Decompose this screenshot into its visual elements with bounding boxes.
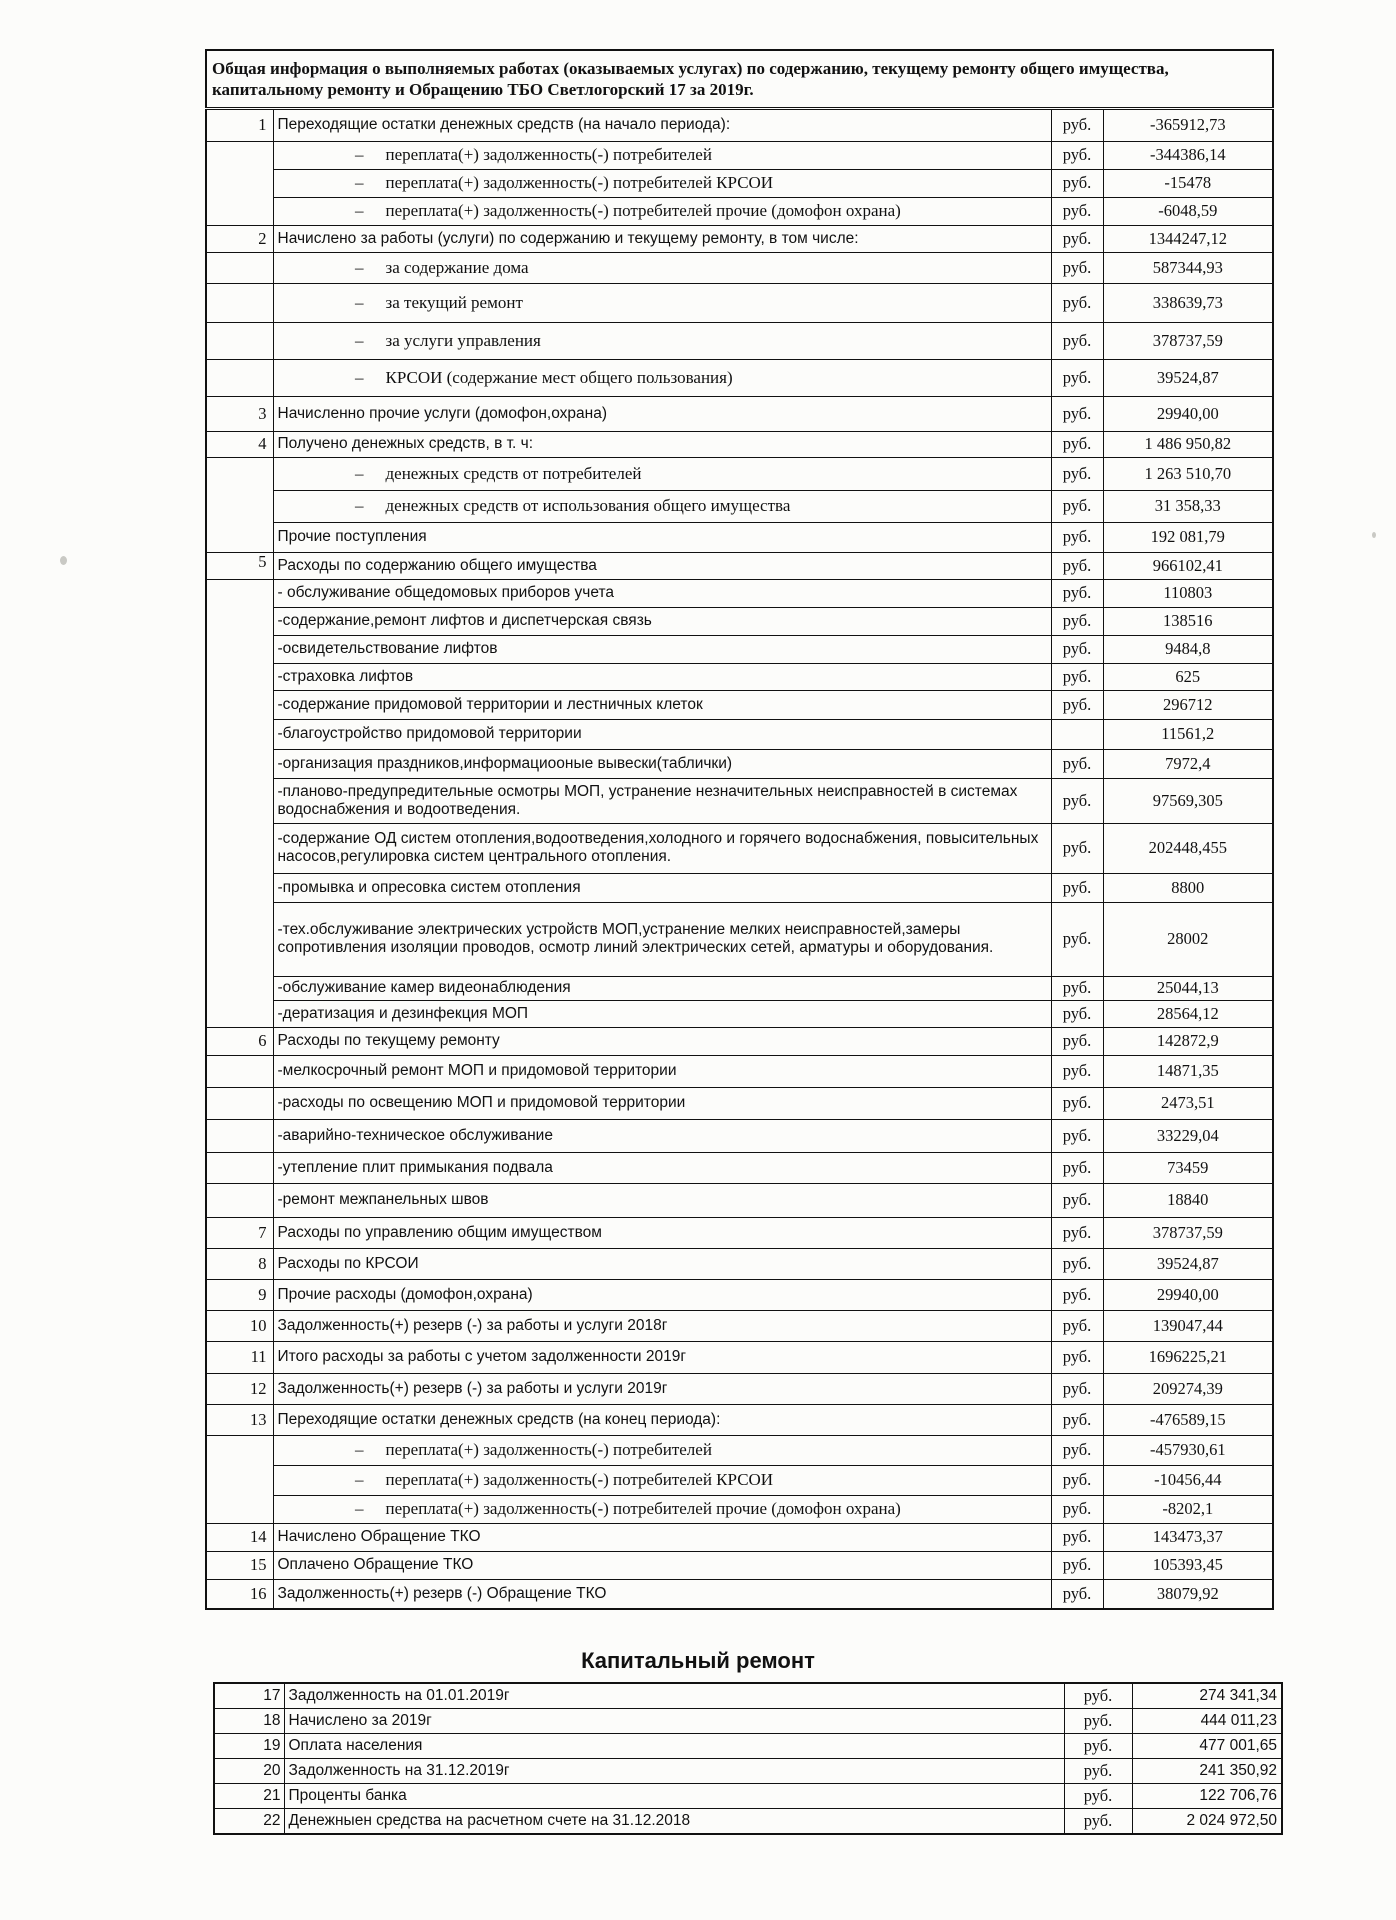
value-cell: 110803 — [1103, 579, 1273, 607]
value-cell: 1696225,21 — [1103, 1341, 1273, 1373]
unit-cell: руб. — [1051, 873, 1103, 902]
row-label: -содержание придомовой территории и лестничных клеток — [273, 690, 1051, 719]
value-cell: -6048,59 — [1103, 197, 1273, 225]
unit-cell: руб. — [1051, 690, 1103, 719]
unit-cell: руб. — [1051, 1183, 1103, 1217]
row-label: Начислено за работы (услуги) по содержанию и текущему ремонту, в том числе: — [273, 225, 1051, 252]
unit-cell: руб. — [1051, 1465, 1103, 1495]
unit-cell: руб. — [1051, 283, 1103, 322]
scan-speck — [1372, 532, 1376, 538]
unit-cell: руб. — [1051, 902, 1103, 976]
unit-cell: руб. — [1051, 1087, 1103, 1119]
unit-cell: руб. — [1051, 1373, 1103, 1404]
sub-row-text: за содержание дома — [385, 257, 529, 277]
row-label: -содержание,ремонт лифтов и диспетчерская связь — [273, 607, 1051, 635]
value-cell: 8800 — [1103, 873, 1273, 902]
row-label: Задолженность на 31.12.2019г — [284, 1759, 1064, 1784]
unit-cell: руб. — [1051, 457, 1103, 490]
value-cell: 378737,59 — [1103, 1217, 1273, 1248]
value-cell: 202448,455 — [1103, 823, 1273, 873]
unit-cell: руб. — [1051, 1027, 1103, 1055]
unit-cell: руб. — [1064, 1709, 1132, 1734]
value-cell: 122 706,76 — [1132, 1784, 1282, 1809]
value-cell: -10456,44 — [1103, 1465, 1273, 1495]
row-label: -обслуживание камер видеонаблюдения — [273, 976, 1051, 1000]
row-number: 10 — [206, 1310, 273, 1341]
sub-row-label — [273, 359, 1051, 396]
unit-cell: руб. — [1051, 579, 1103, 607]
row-label: -организация праздников,информациооные вывески(таблички) — [273, 749, 1051, 778]
unit-cell: руб. — [1064, 1683, 1132, 1709]
sub-row-label — [273, 141, 1051, 169]
value-cell: 477 001,65 — [1132, 1734, 1282, 1759]
value-cell: 444 011,23 — [1132, 1709, 1282, 1734]
row-number: 11 — [206, 1341, 273, 1373]
value-cell: 209274,39 — [1103, 1373, 1273, 1404]
row-label: -освидетельствование лифтов — [273, 635, 1051, 663]
unit-cell: руб. — [1051, 225, 1103, 252]
sub-row-text: КРСОИ (содержание мест общего пользования) — [385, 367, 733, 387]
value-cell: 139047,44 — [1103, 1310, 1273, 1341]
value-cell: 192 081,79 — [1103, 522, 1273, 552]
unit-cell: руб. — [1064, 1809, 1132, 1835]
value-cell: 1 263 510,70 — [1103, 457, 1273, 490]
row-number: 8 — [206, 1248, 273, 1279]
row-label: Переходящие остатки денежных средств (на начало периода): — [273, 108, 1051, 141]
unit-cell: руб. — [1051, 635, 1103, 663]
empty-number-cell — [206, 1435, 273, 1523]
capital-repair-row — [214, 1784, 1282, 1809]
row-number: 7 — [206, 1217, 273, 1248]
dash-marker: – — [355, 173, 364, 192]
row-label: -мелкосрочный ремонт МОП и придомовой территории — [273, 1055, 1051, 1087]
empty-number-cell — [206, 1152, 273, 1183]
row-label: Денежныен средства на расчетном счете на 31.12.2018 — [284, 1809, 1064, 1835]
row-label: Итого расходы за работы с учетом задолженности 2019г — [273, 1341, 1051, 1373]
unit-cell: руб. — [1051, 1310, 1103, 1341]
row-label: Задолженность(+) резерв (-) за работы и услуги 2019г — [273, 1373, 1051, 1404]
row-label: Переходящие остатки денежных средств (на конец периода): — [273, 1404, 1051, 1435]
value-cell: 14871,35 — [1103, 1055, 1273, 1087]
row-label: -расходы по освещению МОП и придомовой территории — [273, 1087, 1051, 1119]
unit-cell: руб. — [1051, 1119, 1103, 1152]
empty-number-cell — [206, 579, 273, 1027]
unit-cell: руб. — [1051, 396, 1103, 431]
dash-marker: – — [355, 145, 364, 164]
unit-cell: руб. — [1051, 552, 1103, 579]
value-cell: 25044,13 — [1103, 976, 1273, 1000]
row-number: 19 — [214, 1734, 284, 1759]
empty-number-cell — [206, 1119, 273, 1152]
value-cell: 241 350,92 — [1132, 1759, 1282, 1784]
unit-cell: руб. — [1051, 1248, 1103, 1279]
value-cell: 11561,2 — [1103, 719, 1273, 749]
capital-repair-row — [214, 1683, 1282, 1709]
unit-cell: руб. — [1051, 778, 1103, 823]
row-label: -благоустройство придомовой территории — [273, 719, 1051, 749]
sub-row-label — [273, 490, 1051, 522]
value-cell: 29940,00 — [1103, 396, 1273, 431]
value-cell: -344386,14 — [1103, 141, 1273, 169]
value-cell: 625 — [1103, 663, 1273, 690]
row-label: -промывка и опресовка систем отопления — [273, 873, 1051, 902]
row-label: Проценты банка — [284, 1784, 1064, 1809]
sub-row-text: денежных средств от потребителей — [385, 463, 642, 483]
sub-row-text: переплата(+) задолженность(-) потребителей КРСОИ — [385, 1470, 774, 1489]
empty-number-cell — [206, 457, 273, 552]
row-number: 6 — [206, 1027, 273, 1055]
unit-cell: руб. — [1064, 1784, 1132, 1809]
sub-row-label — [273, 1495, 1051, 1523]
row-label: - обслуживание общедомовых приборов учета — [273, 579, 1051, 607]
row-number: 2 — [206, 225, 273, 252]
unit-cell: руб. — [1051, 322, 1103, 359]
row-label: -тех.обслуживание электрических устройств МОП,устранение мелких неисправностей,замеры сопротивления изоляции проводов, осмотр линий электрических сетей, арматуры и оборудования. — [273, 902, 1051, 976]
unit-cell: руб. — [1051, 522, 1103, 552]
row-label: Оплачено Обращение ТКО — [273, 1551, 1051, 1579]
value-cell: 378737,59 — [1103, 322, 1273, 359]
row-number: 16 — [206, 1579, 273, 1609]
empty-number-cell — [206, 1087, 273, 1119]
row-number: 9 — [206, 1279, 273, 1310]
row-label: Начислено за 2019г — [284, 1709, 1064, 1734]
dash-marker: – — [355, 257, 364, 277]
unit-cell: руб. — [1051, 749, 1103, 778]
unit-cell: руб. — [1051, 1279, 1103, 1310]
sub-row-label — [273, 252, 1051, 283]
value-cell: 2 024 972,50 — [1132, 1809, 1282, 1835]
value-cell: 39524,87 — [1103, 359, 1273, 396]
row-label: Расходы по КРСОИ — [273, 1248, 1051, 1279]
unit-cell: руб. — [1051, 1404, 1103, 1435]
report-title: Общая информация о выполняемых работах (оказываемых услугах) по содержанию, текущему ремонту общего имущества, капитальному ремонту и Обращению ТБО Светлогорский 17 за 2019г. — [206, 50, 1273, 108]
row-number: 5 — [206, 552, 273, 579]
value-cell: 28564,12 — [1103, 1000, 1273, 1027]
value-cell: 28002 — [1103, 902, 1273, 976]
unit-cell: руб. — [1051, 823, 1103, 873]
unit-cell: руб. — [1051, 141, 1103, 169]
row-label: Прочие расходы (домофон,охрана) — [273, 1279, 1051, 1310]
unit-cell: руб. — [1051, 1217, 1103, 1248]
empty-number-cell — [206, 141, 273, 225]
row-label: -аварийно-техническое обслуживание — [273, 1119, 1051, 1152]
unit-cell: руб. — [1064, 1734, 1132, 1759]
value-cell: 7972,4 — [1103, 749, 1273, 778]
row-label: Прочие поступления — [273, 522, 1051, 552]
sub-row-label — [273, 457, 1051, 490]
row-number: 4 — [206, 431, 273, 457]
row-label: Получено денежных средств, в т. ч: — [273, 431, 1051, 457]
unit-cell: руб. — [1051, 1055, 1103, 1087]
sub-row-label — [273, 169, 1051, 197]
value-cell: 142872,9 — [1103, 1027, 1273, 1055]
unit-cell: руб. — [1051, 169, 1103, 197]
sub-row-label — [273, 322, 1051, 359]
value-cell: 29940,00 — [1103, 1279, 1273, 1310]
scan-speck — [60, 556, 67, 565]
unit-cell: руб. — [1051, 108, 1103, 141]
value-cell: 138516 — [1103, 607, 1273, 635]
row-label: -страховка лифтов — [273, 663, 1051, 690]
unit-cell: руб. — [1051, 1000, 1103, 1027]
value-cell: 31 358,33 — [1103, 490, 1273, 522]
capital-repair-row — [214, 1709, 1282, 1734]
capital-repair-row — [214, 1809, 1282, 1835]
value-cell: -457930,61 — [1103, 1435, 1273, 1465]
empty-number-cell — [206, 252, 273, 283]
row-number: 13 — [206, 1404, 273, 1435]
value-cell: 9484,8 — [1103, 635, 1273, 663]
value-cell: 18840 — [1103, 1183, 1273, 1217]
value-cell: 33229,04 — [1103, 1119, 1273, 1152]
dash-marker: – — [355, 1499, 364, 1518]
row-number: 20 — [214, 1759, 284, 1784]
value-cell: 338639,73 — [1103, 283, 1273, 322]
unit-cell: руб. — [1051, 1435, 1103, 1465]
unit-cell: руб. — [1051, 252, 1103, 283]
dash-marker: – — [355, 292, 364, 312]
row-label: -дератизация и дезинфекция МОП — [273, 1000, 1051, 1027]
value-cell: 39524,87 — [1103, 1248, 1273, 1279]
unit-cell: руб. — [1051, 663, 1103, 690]
row-number: 22 — [214, 1809, 284, 1835]
unit-cell: руб. — [1051, 1551, 1103, 1579]
row-label: Задолженность(+) резерв (-) Обращение ТКО — [273, 1579, 1051, 1609]
unit-cell: руб. — [1051, 431, 1103, 457]
unit-cell: руб. — [1051, 1523, 1103, 1551]
row-label: Задолженность(+) резерв (-) за работы и услуги 2018г — [273, 1310, 1051, 1341]
empty-number-cell — [206, 1055, 273, 1087]
value-cell: 73459 — [1103, 1152, 1273, 1183]
value-cell: 38079,92 — [1103, 1579, 1273, 1609]
sub-row-text: за текущий ремонт — [385, 292, 523, 312]
sub-row-label — [273, 1465, 1051, 1495]
value-cell: 2473,51 — [1103, 1087, 1273, 1119]
value-cell: 296712 — [1103, 690, 1273, 719]
value-cell: -365912,73 — [1103, 108, 1273, 141]
unit-cell: руб. — [1051, 607, 1103, 635]
unit-cell: руб. — [1051, 1495, 1103, 1523]
unit-cell: руб. — [1051, 359, 1103, 396]
value-cell: 1344247,12 — [1103, 225, 1273, 252]
row-label: Расходы по управлению общим имуществом — [273, 1217, 1051, 1248]
value-cell: 587344,93 — [1103, 252, 1273, 283]
unit-cell: руб. — [1051, 1152, 1103, 1183]
capital-repair-table — [213, 1682, 1283, 1835]
row-label: -планово-предупредительные осмотры МОП, устранение незначительных неисправностей в системах водоснабжения и водоотведения. — [273, 778, 1051, 823]
dash-marker: – — [355, 463, 364, 483]
sub-row-text: переплата(+) задолженность(-) потребителей КРСОИ — [385, 173, 774, 192]
sub-row-label — [273, 197, 1051, 225]
unit-cell: руб. — [1051, 197, 1103, 225]
row-number: 15 — [206, 1551, 273, 1579]
unit-cell: руб. — [1051, 1341, 1103, 1373]
row-number: 1 — [206, 108, 273, 141]
sub-row-label — [273, 1435, 1051, 1465]
row-number: 14 — [206, 1523, 273, 1551]
sub-row-text: переплата(+) задолженность(-) потребителей — [385, 145, 712, 164]
dash-marker: – — [355, 330, 364, 350]
value-cell: 143473,37 — [1103, 1523, 1273, 1551]
unit-cell: руб. — [1051, 490, 1103, 522]
row-number: 17 — [214, 1683, 284, 1709]
value-cell: 97569,305 — [1103, 778, 1273, 823]
empty-number-cell — [206, 322, 273, 359]
sub-row-text: переплата(+) задолженность(-) потребителей — [385, 1440, 712, 1459]
sub-row-text: переплата(+) задолженность(-) потребителей прочие (домофон охрана) — [385, 1499, 901, 1518]
row-label: -ремонт межпанельных швов — [273, 1183, 1051, 1217]
row-number: 3 — [206, 396, 273, 431]
capital-repair-row — [214, 1734, 1282, 1759]
value-cell: 274 341,34 — [1132, 1683, 1282, 1709]
dash-marker: – — [355, 1470, 364, 1489]
sub-row-text: переплата(+) задолженность(-) потребителей прочие (домофон охрана) — [385, 201, 901, 220]
empty-number-cell — [206, 283, 273, 322]
value-cell: -8202,1 — [1103, 1495, 1273, 1523]
row-label: Начисленно прочие услуги (домофон,охрана) — [273, 396, 1051, 431]
row-label: Оплата населения — [284, 1734, 1064, 1759]
empty-number-cell — [206, 1183, 273, 1217]
value-cell: 105393,45 — [1103, 1551, 1273, 1579]
row-label: Расходы по текущему ремонту — [273, 1027, 1051, 1055]
value-cell: 1 486 950,82 — [1103, 431, 1273, 457]
capital-repair-row — [214, 1759, 1282, 1784]
value-cell: 966102,41 — [1103, 552, 1273, 579]
empty-number-cell — [206, 359, 273, 396]
row-number: 21 — [214, 1784, 284, 1809]
dash-marker: – — [355, 367, 364, 387]
capital-repair-title: Капитальный ремонт — [581, 1648, 815, 1673]
row-label: -утепление плит примыкания подвала — [273, 1152, 1051, 1183]
row-label: Начислено Обращение ТКО — [273, 1523, 1051, 1551]
unit-cell: руб. — [1051, 976, 1103, 1000]
maintenance-report-table — [205, 49, 1274, 1610]
unit-cell: руб. — [1051, 1579, 1103, 1609]
row-number: 18 — [214, 1709, 284, 1734]
row-label: -содержание ОД систем отопления,водоотведения,холодного и горячего водоснабжения, повысительных насосов,регулировка систем центрального отопления. — [273, 823, 1051, 873]
row-label: Задолженность на 01.01.2019г — [284, 1683, 1064, 1709]
sub-row-text: за услуги управления — [385, 330, 541, 350]
dash-marker: – — [355, 201, 364, 220]
sub-row-text: денежных средств от использования общего имущества — [385, 496, 791, 515]
value-cell: -476589,15 — [1103, 1404, 1273, 1435]
value-cell: -15478 — [1103, 169, 1273, 197]
row-label: Расходы по содержанию общего имущества — [273, 552, 1051, 579]
sub-row-label — [273, 283, 1051, 322]
row-number: 12 — [206, 1373, 273, 1404]
dash-marker: – — [355, 496, 364, 515]
empty-unit-cell — [1051, 719, 1103, 749]
dash-marker: – — [355, 1440, 364, 1459]
unit-cell: руб. — [1064, 1759, 1132, 1784]
